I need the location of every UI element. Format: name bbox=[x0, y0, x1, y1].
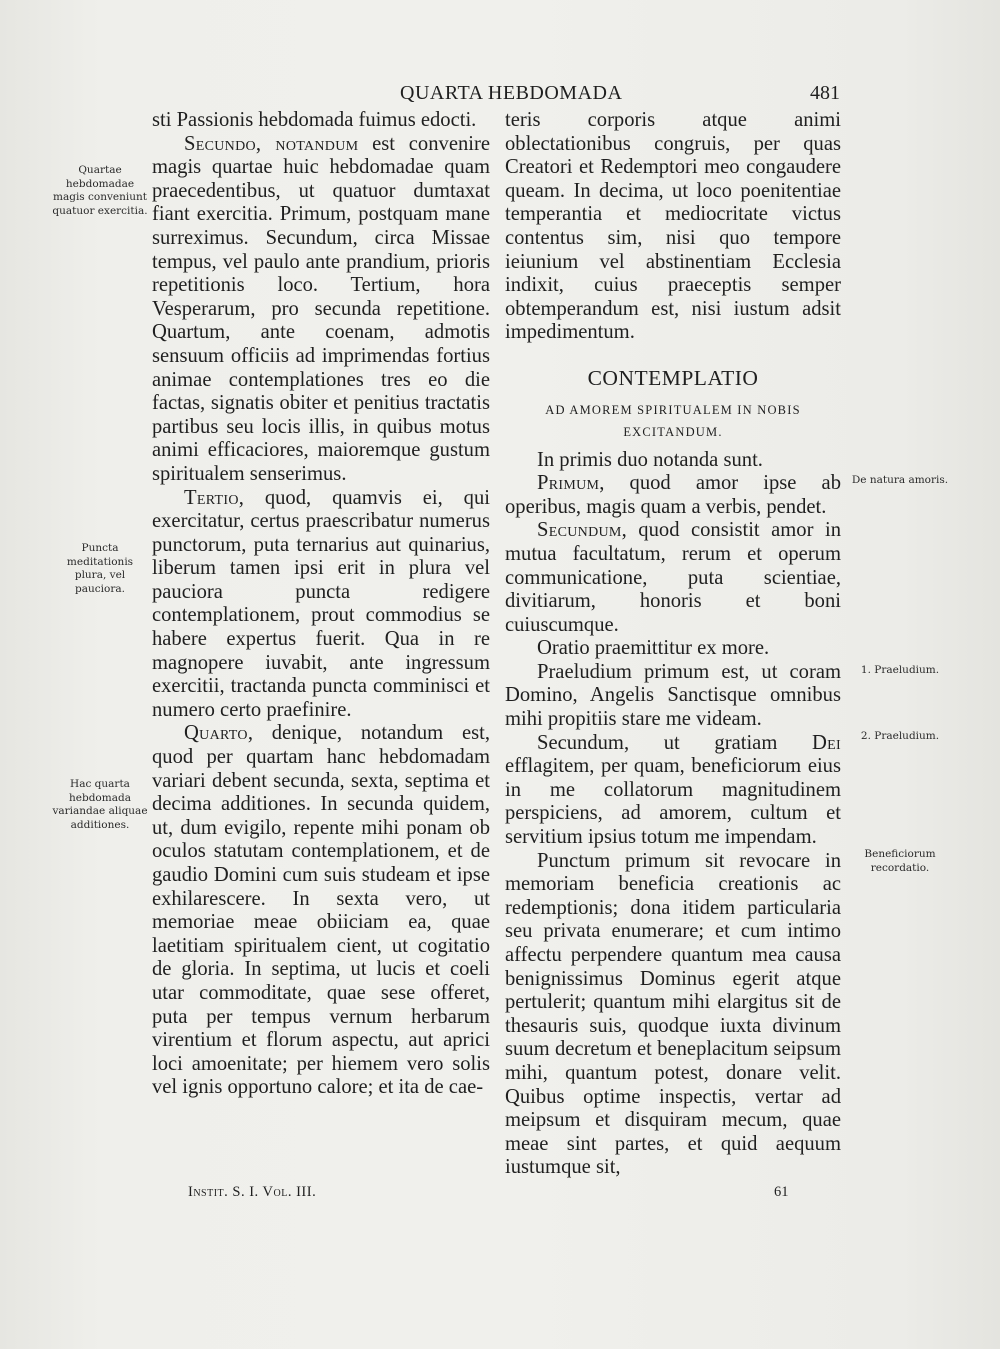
section-subtitle-line: EXCITANDUM. bbox=[623, 424, 723, 439]
paragraph-praeludium-2 bbox=[505, 732, 841, 850]
right-column bbox=[505, 109, 841, 1180]
margin-note-beneficiorum: Beneficiorum recordatio. bbox=[864, 848, 936, 874]
signature-mark: Instit. S. I. Vol. III. bbox=[188, 1184, 317, 1200]
paragraph: In primis duo notanda sunt. bbox=[537, 448, 763, 471]
left-column bbox=[152, 109, 490, 1100]
margin-note-exercitia: Quartae hebdomadae magis conveniunt quatuor exercitia. bbox=[52, 164, 148, 217]
paragraph-text: , quod amor ipse ab operibus, magis quam a verbis, pendet. bbox=[505, 472, 841, 518]
paragraph-text: , quod, quamvis ei, qui exercitatur, certus praescribatur numerus punctorum, puta ternarius aut quinarius, liberum tamen ipsi erit in plura vel pauciora puncta redigere contemplationem, prout commodius se habere expertus fuerit. Qua in re magnopere iuvabit, ante ingressum exercitii, tractanda puncta comminisci et numero certo praefinire. bbox=[152, 486, 490, 721]
paragraph: sti Passionis hebdomada fuimus edocti. bbox=[152, 109, 477, 131]
paragraph-text: est convenire magis quartae huic hebdomadae quam praecedentibus, ut quatuor dumtaxat fiant exercitia. Primum, postquam mane surreximus. Secundum, circa Missae tempus, vel paulo ante prandium, prioris repetitionis loco. Tertium, hora Vesperarum, pro secunda repetitione. Quartum, ante coenam, admotis sensuum officiis ad imprimendas fortius animae contemplationes tres eo die factas, signatis obiter et penitius tractatis partibus seu locis illis, in quibus motus animi efficaciores, maioremque gustum spiritualem senserimus. bbox=[152, 132, 490, 485]
margin-note-praeludium-1: 1. Praeludium. bbox=[860, 664, 940, 676]
paragraph-text: , quod consistit amor in mutua facultatum, rerum et operum communicatione, puta scientiae, divitiarum, honoris et boni cuiuscumque. bbox=[505, 519, 841, 636]
section-subtitle-line: AD AMOREM SPIRITUALEM IN NOBIS bbox=[545, 402, 801, 417]
lead-word: Secundo, notandum bbox=[184, 132, 359, 155]
margin-note-natura-amoris: De natura amoris. bbox=[851, 474, 949, 486]
bleed-through-text bbox=[918, 240, 921, 251]
sheet-number: 61 bbox=[774, 1184, 789, 1200]
paragraph-praeludium-1: Praeludium primum est, ut coram Domino, Angelis Sanctisque omnibus mihi propitiis stare me videam. bbox=[505, 660, 841, 731]
paragraph-text: efflagitem, per quam, beneficiorum eius in me collatorum magnitudinem perspiciens, ad amorem, cultum et servitium ipsius totum me impendam. bbox=[505, 755, 841, 849]
lead-word: Primum bbox=[537, 472, 600, 495]
paragraph-text: , denique, notandum est, quod per quartam hanc hebdomadam variari debent secunda, sexta, septima et decima additiones. In secunda quidem, ut, dum evigilo, repente mihi ponam ob oculos statutam contemplationem, et de gaudio Domini cum suis studeam et ipse exhilarescere. In sexta vero, ut memoriae meae obiiciam ea, quae laetitiam spiritualem cient, ut cogitatio de gloria. In septima, ut lucis et coeli utar commoditate, quae sese offeret, puta per tempus vernum herbarum virentium et florum aspectu, aut aprici loci amoenitate; per hiemem vero solis vel ignis opportuno calore; et ita de cae- bbox=[152, 722, 490, 1099]
running-head: QUARTA HEBDOMADA bbox=[400, 82, 623, 104]
paragraph-punctum-primum: Punctum primum sit revocare in memoriam beneficia creationis ac redemptionis; dona itidem particularia seu privata enumerare; et cum intimo affectu perpendere quantum mea causa benignissimus Dominus egerit atque pertulerit; quantum mihi elargitus sit de thesauris suis, quodque iuxta divinum suum decretum et beneplacitum seipsum mihi, quantum potest, donare velit. Quibus optime inspectis, vertar ad meipsum et disquiram mecum, quae meae sint partes, et quid aequum iustumque sit, bbox=[505, 849, 841, 1179]
lead-word: Secundum bbox=[537, 519, 622, 542]
paragraph: Oratio praemittitur ex more. bbox=[537, 637, 770, 660]
margin-note-praeludium-2: 2. Praeludium. bbox=[860, 730, 940, 742]
lead-word: Quarto bbox=[184, 722, 248, 745]
paragraph-text: Secundum, ut gratiam bbox=[537, 731, 812, 754]
page-header bbox=[150, 80, 840, 110]
section-title: CONTEMPLATIO bbox=[587, 365, 759, 390]
dei-word: Dei bbox=[812, 731, 841, 754]
page-number: 481 bbox=[810, 82, 840, 104]
paragraph-secundum bbox=[505, 519, 841, 637]
section-subtitle bbox=[505, 399, 841, 443]
paragraph: teris corporis atque animi oblectationibus congruis, per quas Creatori et Redemptori meo congaudere queam. In decima, ut loco poenitentiae temperantia et mediocritate victus contentus sim, nisi quo tempore ieiunium vel abstinentiam Ecclesia indixit, cuius praeceptis semper obtemperandum est, nisi iustum adsit impedimentum. bbox=[505, 109, 841, 344]
paragraph-primum bbox=[505, 472, 841, 519]
margin-note-additiones: Hac quarta hebdomada variandae aliquae additiones. bbox=[52, 778, 148, 831]
paragraph-secundo bbox=[152, 133, 490, 487]
margin-note-puncta: Puncta meditationis plura, vel pauciora. bbox=[66, 542, 134, 595]
paragraph-quarto bbox=[152, 722, 490, 1100]
paragraph-tertio bbox=[152, 487, 490, 723]
lead-word: Tertio bbox=[184, 486, 239, 509]
